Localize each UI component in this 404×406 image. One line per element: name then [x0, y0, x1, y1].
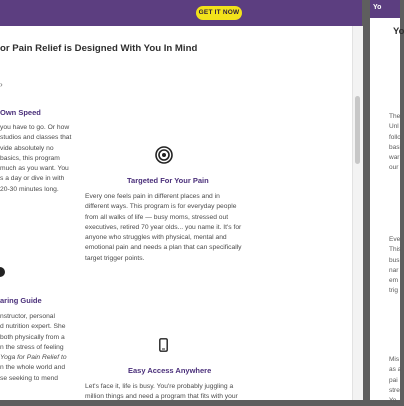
targeted-line: anyone who struggles with physical, mental and — [85, 234, 227, 242]
caring-guide-line: n the stress of feeling — [0, 343, 64, 351]
adjacent-block-1 — [389, 112, 401, 174]
adjacent-block-3 — [389, 355, 401, 406]
own-speed-line: s a day or dive in with — [0, 175, 65, 183]
own-speed-line: studios and classes that — [0, 134, 72, 142]
adjacent-line: war — [389, 154, 400, 162]
adjacent-line: follo — [389, 133, 401, 141]
adjacent-line: basi — [389, 143, 401, 151]
adjacent-banner-text: Yo — [373, 4, 382, 11]
caring-guide-line: both physically from a — [0, 333, 65, 341]
targeted-line: target trigger points. — [85, 254, 145, 262]
easy-access-line: Let's face it, life is busy. You're probably juggling a — [85, 383, 234, 390]
target-icon — [155, 146, 173, 164]
page-headline: or Pain Relief is Designed With You In Mind — [0, 43, 198, 54]
adjacent-line: em — [389, 277, 399, 285]
own-speed-line: 20-30 minutes long. — [0, 185, 59, 193]
easy-access-title: Easy Access Anywhere — [128, 366, 212, 375]
easy-access-text — [85, 382, 238, 403]
phone-icon — [159, 338, 168, 352]
adjacent-line: trig — [389, 287, 399, 295]
caring-guide-line: d nutrition expert. She — [0, 323, 66, 331]
own-speed-line: much as you want. You — [0, 165, 69, 173]
adjacent-line: The — [389, 113, 401, 120]
scroll-marker: › — [0, 80, 3, 89]
adjacent-line: stre — [389, 386, 400, 394]
targeted-line: executives, retired 70 year olds... you name it. It's for — [85, 223, 242, 231]
own-speed-line: basics, this program — [0, 154, 60, 162]
adjacent-page — [370, 0, 404, 405]
caring-guide-title: aring Guide — [0, 296, 42, 305]
adjacent-line: Mis — [389, 356, 400, 363]
targeted-line: different ways. This program is for everyday people — [85, 203, 237, 211]
scrollbar-thumb[interactable] — [355, 96, 360, 164]
own-speed-line: you have to go. Or how — [0, 124, 70, 131]
adjacent-line: nar — [389, 266, 399, 274]
adjacent-heading: Yo — [393, 26, 404, 37]
vertical-scrollbar[interactable] — [352, 26, 363, 400]
own-speed-line: vide absolutely no — [0, 144, 54, 152]
adjacent-line: as a — [389, 366, 402, 374]
caring-guide-line: Yoga for Pain Relief to — [0, 354, 67, 362]
targeted-line: emotional pain and needs a plan that can specifically — [85, 244, 242, 252]
caring-guide-text — [0, 312, 67, 384]
targeted-text — [85, 192, 242, 264]
caring-guide-line: nstructor, personal — [0, 313, 56, 320]
get-it-now-button[interactable]: GET IT NOW — [196, 6, 242, 20]
adjacent-line: This — [389, 246, 402, 254]
adjacent-block-2 — [389, 235, 401, 297]
guide-icon — [0, 266, 6, 278]
targeted-line: Every one feels pain in different places and in — [85, 193, 220, 200]
caring-guide-line: n the whole world and — [0, 364, 66, 372]
adjacent-line: pai — [389, 376, 398, 384]
targeted-title: Targeted For Your Pain — [127, 176, 209, 185]
adjacent-line: Eve — [389, 236, 401, 243]
adjacent-banner — [370, 0, 400, 18]
adjacent-line: Yo — [389, 397, 397, 405]
caring-guide-line: se seeking to mend — [0, 374, 58, 382]
own-speed-title: Own Speed — [0, 108, 41, 117]
adjacent-line: Unl — [389, 123, 399, 131]
promo-banner — [0, 0, 362, 26]
easy-access-line: million things and need a program that fits with your — [85, 393, 238, 401]
adjacent-line: bus — [389, 256, 400, 264]
own-speed-text — [0, 123, 71, 195]
adjacent-line: our — [389, 164, 399, 172]
targeted-line: from all walks of life — busy moms, stressed out — [85, 213, 229, 221]
